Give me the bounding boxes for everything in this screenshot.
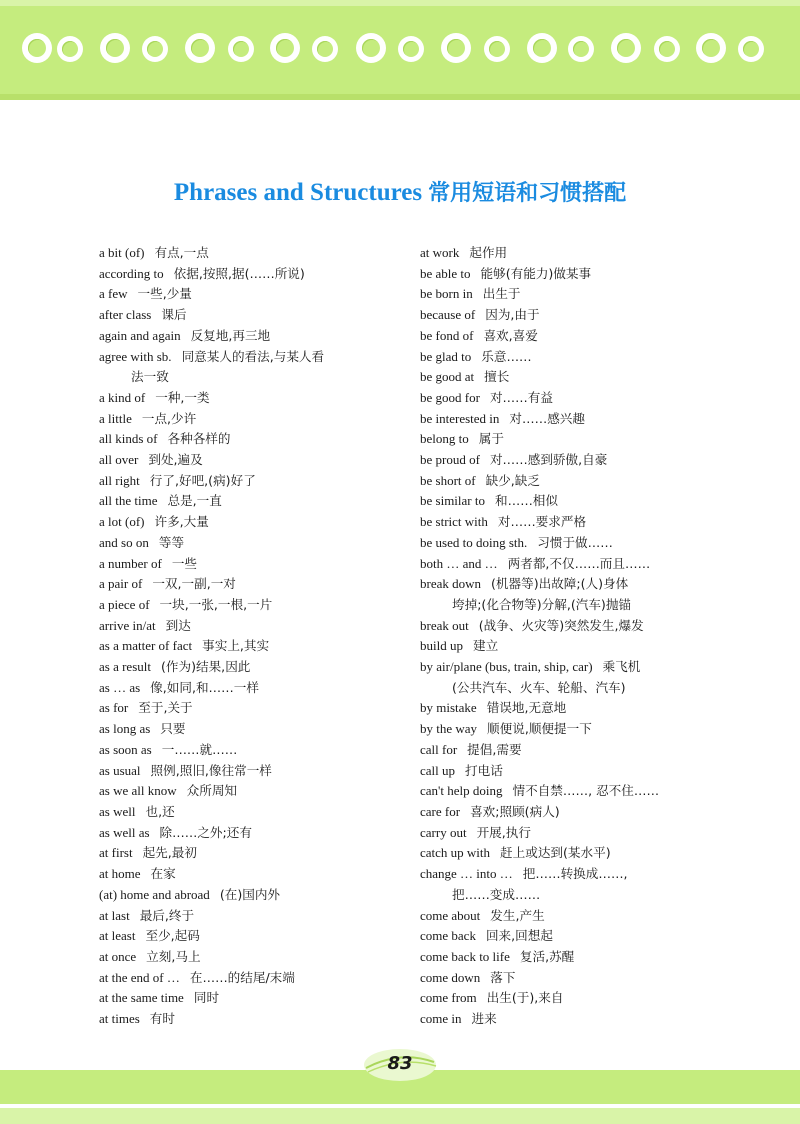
phrase-entry [99, 843, 399, 864]
ring-icon [356, 33, 386, 63]
phrase-text: as long as [99, 721, 151, 737]
header-stripe [0, 0, 800, 6]
phrase-text: be proud of [420, 452, 480, 468]
phrase-meaning: 一块,一张,一根,一片 [159, 596, 273, 612]
phrase-text: come back to life [420, 948, 510, 964]
phrase-meaning: 能够(有能力)做某事 [480, 265, 592, 281]
phrase-entry [99, 823, 399, 844]
phrase-entry [420, 823, 740, 844]
phrase-meaning: 总是,一直 [167, 493, 222, 509]
phrase-meaning: 缺少,缺乏 [485, 472, 540, 488]
phrase-entry [420, 533, 740, 554]
phrase-entry [420, 243, 740, 264]
phrase-meaning: 出生(于),来自 [486, 990, 564, 1006]
phrase-entry [420, 719, 740, 740]
phrase-meaning: 在……的结尾/末端 [189, 969, 295, 985]
phrase-entry [420, 843, 740, 864]
phrase-text: be similar to [420, 493, 485, 509]
phrase-entry [99, 388, 399, 409]
ring-icon [270, 33, 300, 63]
phrase-entry [420, 636, 740, 657]
phrase-meaning: 乘飞机 [602, 659, 641, 675]
phrase-text: as soon as [99, 741, 152, 757]
phrase-meaning: (在)国内外 [219, 886, 281, 902]
phrase-entry [99, 491, 399, 512]
phrase-entry [99, 719, 399, 740]
phrase-text: (at) home and abroad [99, 886, 210, 902]
phrase-entry [420, 574, 740, 595]
phrase-entry [99, 243, 399, 264]
phrase-meaning: 打电话 [465, 762, 503, 778]
phrase-meaning: 乐意…… [481, 348, 532, 364]
page-number: 83 [387, 1053, 413, 1074]
phrase-meaning: 落下 [490, 969, 516, 985]
phrase-entry [420, 264, 740, 285]
phrase-text: be good for [420, 389, 480, 405]
phrase-list-left [99, 243, 399, 1030]
phrase-entry [420, 968, 740, 989]
phrase-entry [420, 657, 740, 678]
phrase-meaning: 至于,关于 [138, 700, 193, 716]
phrase-entry [420, 305, 740, 326]
phrase-meaning: 开展,执行 [476, 824, 531, 840]
phrase-entry [420, 347, 740, 368]
phrase-meaning: 错误地,无意地 [486, 700, 567, 716]
phrase-entry [420, 367, 740, 388]
phrase-text: at once [99, 948, 137, 964]
phrase-meaning: 各种各样的 [167, 431, 231, 447]
phrase-entry [420, 906, 740, 927]
phrase-text: be fond of [420, 327, 474, 343]
phrase-text: call for [420, 741, 458, 757]
ring-icon [484, 36, 510, 62]
ring-icon [738, 36, 764, 62]
phrase-text: as for [99, 700, 129, 716]
phrase-text: as usual [99, 762, 141, 778]
phrase-meaning: 有点,一点 [154, 245, 209, 260]
phrase-meaning: 一……就…… [161, 741, 238, 757]
phrase-entry [99, 761, 399, 782]
phrase-text: at the same time [99, 990, 184, 1006]
phrase-entry [420, 740, 740, 761]
phrase-text: a kind of [99, 389, 146, 405]
phrase-meaning: (机器等)出故障;(人)身体 [491, 576, 629, 592]
footer-bar-light [0, 1108, 800, 1124]
phrase-meaning: 行了,好吧,(病)好了 [149, 472, 256, 488]
phrase-entry [420, 947, 740, 968]
phrase-text: be used to doing sth. [420, 534, 528, 550]
ring-icon [441, 33, 471, 63]
phrase-meaning: 除……之外;还有 [159, 824, 252, 840]
phrase-meaning: 复活,苏醒 [519, 948, 575, 964]
phrase-entry [420, 926, 740, 947]
phrase-meaning: 许多,大量 [154, 514, 209, 530]
phrase-meaning: 出生于 [482, 286, 521, 302]
phrase-meaning: 事实上,其实 [202, 638, 270, 654]
phrase-entry [99, 533, 399, 554]
phrase-entry [99, 512, 399, 533]
phrase-meaning: 立刻,马上 [146, 948, 201, 964]
phrase-text: a pair of [99, 576, 143, 592]
phrase-entry [99, 906, 399, 927]
phrase-text: again and again [99, 327, 181, 343]
phrase-meaning: 赶上或达到(某水平) [500, 845, 611, 861]
title-english: Phrases and Structures [173, 179, 423, 206]
phrase-text: belong to [420, 431, 469, 447]
phrase-entry [420, 429, 740, 450]
phrase-entry [420, 284, 740, 305]
phrase-entry [420, 781, 740, 802]
phrase-meaning: 对……有益 [489, 389, 553, 405]
phrase-entry [99, 554, 399, 575]
phrase-meaning: 至少,起码 [145, 928, 200, 944]
phrase-entry [420, 409, 740, 430]
phrase-text: be interested in [420, 410, 500, 426]
phrase-meaning: 情不自禁……, 忍不住…… [512, 783, 660, 799]
title-chinese: 常用短语和习惯搭配 [428, 181, 627, 206]
phrase-entry [420, 471, 740, 492]
phrase-text: according to [99, 265, 164, 281]
phrase-text: can't help doing [420, 783, 503, 799]
phrase-entry [99, 450, 399, 471]
phrase-text: and so on [99, 534, 149, 550]
phrase-meaning: 最后,终于 [139, 907, 195, 923]
phrase-text: catch up with [420, 845, 491, 861]
phrase-entry [420, 616, 740, 637]
phrase-text: a bit (of) [99, 245, 145, 260]
phrase-meaning: 回来,回想起 [485, 928, 553, 944]
phrase-entry [99, 305, 399, 326]
phrase-text: be strict with [420, 514, 488, 530]
phrase-entry [420, 988, 740, 1009]
phrase-meaning: 一双,一副,一对 [152, 576, 236, 592]
phrase-meaning: (战争、火灾等)突然发生,爆发 [478, 617, 644, 633]
phrase-meaning: 反复地,再三地 [190, 327, 271, 343]
phrase-meaning: 像,如同,和……一样 [150, 679, 259, 695]
phrase-meaning-continuation: 把……变成…… [452, 886, 541, 902]
phrase-meaning: 喜欢;照顾(病人) [470, 803, 560, 819]
phrase-meaning: 因为,由于 [485, 307, 540, 323]
phrase-meaning: 属于 [478, 431, 504, 447]
phrase-text: as a matter of fact [99, 638, 193, 654]
phrase-text: a little [99, 410, 132, 426]
ring-icon [228, 36, 254, 62]
phrase-entry [99, 657, 399, 678]
ring-icon [142, 36, 168, 62]
phrase-text: by the way [420, 721, 478, 737]
phrase-meaning-continuation: 法一致 [131, 369, 169, 385]
phrase-entry [420, 761, 740, 782]
phrase-text: at least [99, 928, 136, 944]
phrase-meaning: 依据,按照,据(……所说) [173, 265, 305, 281]
phrase-meaning: 只要 [160, 721, 186, 737]
ring-icon [568, 36, 594, 62]
phrase-text: come in [420, 1011, 462, 1027]
phrase-entry [420, 512, 740, 533]
phrase-text: as … as [99, 679, 141, 695]
phrase-meaning: 等等 [158, 534, 185, 550]
phrase-meaning: 习惯于做…… [537, 534, 613, 550]
decorative-rings [0, 36, 800, 76]
phrase-list-right [420, 243, 740, 1030]
phrase-entry [420, 388, 740, 409]
phrase-text: as we all know [99, 783, 177, 799]
phrase-text: be good at [420, 369, 475, 385]
phrase-entry [99, 326, 399, 347]
phrase-text: as a result [99, 659, 151, 675]
phrase-text: after class [99, 307, 152, 323]
phrase-text: be able to [420, 265, 471, 281]
phrase-meaning: 和……相似 [495, 493, 558, 509]
phrase-text: as well as [99, 824, 150, 840]
ring-icon [22, 33, 52, 63]
phrase-entry [99, 574, 399, 595]
phrase-entry [420, 864, 740, 885]
phrase-entry [99, 284, 399, 305]
ring-icon [654, 36, 680, 62]
phrase-meaning: 喜欢,喜爱 [483, 327, 538, 343]
phrase-entry [420, 1009, 740, 1030]
phrase-entry [99, 1009, 399, 1030]
phrase-text: care for [420, 803, 461, 819]
phrase-meaning: (作为)结果,因此 [160, 659, 251, 675]
phrase-meaning: 对……感到骄傲,自豪 [489, 452, 608, 468]
phrase-text: at work [420, 245, 460, 260]
phrase-meaning: 课后 [161, 307, 187, 323]
phrase-entry [99, 926, 399, 947]
phrase-text: come about [420, 907, 481, 923]
phrase-text: be born in [420, 286, 473, 302]
ring-icon [611, 33, 641, 63]
phrase-text: at times [99, 1011, 140, 1027]
phrase-meaning: 到处,遍及 [148, 452, 203, 468]
phrase-entry [420, 491, 740, 512]
phrase-meaning: 也,还 [145, 803, 175, 819]
phrase-text: all kinds of [99, 431, 158, 447]
phrase-text: a lot (of) [99, 514, 145, 530]
phrase-text: a few [99, 286, 128, 302]
phrase-meaning: 起先,最初 [142, 845, 197, 861]
ring-icon [100, 33, 130, 63]
phrase-text: a piece of [99, 596, 150, 612]
phrase-text: carry out [420, 824, 467, 840]
phrase-meaning: 把……转换成……, [522, 866, 628, 882]
phrase-entry [99, 616, 399, 637]
phrase-text: by mistake [420, 700, 477, 716]
phrase-entry [99, 947, 399, 968]
phrase-entry [420, 802, 740, 823]
phrase-text: break down [420, 576, 482, 592]
phrase-meaning: 众所周知 [186, 783, 237, 799]
ring-icon [312, 36, 338, 62]
phrase-meaning: 在家 [150, 866, 176, 882]
phrase-text: all over [99, 452, 139, 468]
phrase-entry [99, 740, 399, 761]
ring-icon [696, 33, 726, 63]
phrase-meaning: 对……感兴趣 [509, 410, 585, 426]
phrase-text: arrive in/at [99, 617, 156, 633]
phrase-entry [420, 326, 740, 347]
ring-icon [185, 33, 215, 63]
page-title [0, 176, 800, 207]
phrase-text: at home [99, 866, 141, 882]
phrase-text: be short of [420, 472, 476, 488]
ring-icon [398, 36, 424, 62]
phrase-entry [99, 678, 399, 699]
phrase-entry [99, 264, 399, 285]
phrase-meaning: 一点,少许 [141, 410, 197, 426]
phrase-meaning: 起作用 [469, 245, 508, 260]
phrase-meaning: 同时 [193, 990, 220, 1006]
phrase-meaning: 擅长 [484, 369, 510, 385]
phrase-meaning-continuation: (公共汽车、火车、轮船、汽车) [452, 679, 626, 695]
phrase-meaning: 一些 [171, 555, 197, 571]
phrase-text: both … and … [420, 555, 498, 571]
phrase-text: change … into … [420, 866, 513, 882]
phrase-meaning: 到达 [165, 617, 191, 633]
phrase-meaning-continuation: 垮掉;(化合物等)分解,(汽车)抛锚 [452, 596, 632, 612]
phrase-entry [99, 347, 399, 368]
phrase-entry [99, 698, 399, 719]
phrase-entry [99, 429, 399, 450]
phrase-entry [99, 864, 399, 885]
phrase-text: come back [420, 928, 476, 944]
phrase-meaning: 对……要求严格 [497, 514, 587, 530]
phrase-text: come from [420, 990, 477, 1006]
phrase-text: build up [420, 638, 463, 654]
phrase-text: at first [99, 845, 133, 861]
header-divider [0, 94, 800, 100]
phrase-entry [99, 471, 399, 492]
phrase-text: a number of [99, 555, 162, 571]
phrase-entry [99, 409, 399, 430]
phrase-text: be glad to [420, 348, 472, 364]
header-band [0, 0, 800, 100]
phrase-entry [99, 988, 399, 1009]
phrase-entry [420, 698, 740, 719]
phrase-text: because of [420, 307, 476, 323]
phrase-text: as well [99, 803, 136, 819]
phrase-meaning: 两者都,不仅……而且…… [507, 555, 651, 571]
phrase-entry [99, 636, 399, 657]
phrase-text: by air/plane (bus, train, ship, car) [420, 659, 593, 675]
phrase-text: break out [420, 617, 469, 633]
phrase-meaning: 发生,产生 [490, 907, 545, 923]
phrase-meaning: 一些,少量 [137, 286, 192, 302]
phrase-entry [420, 450, 740, 471]
phrase-text: all the time [99, 493, 158, 509]
phrase-meaning: 同意某人的看法,与某人看 [181, 348, 325, 364]
phrase-entry [420, 554, 740, 575]
phrase-meaning: 有时 [149, 1011, 175, 1027]
phrase-meaning: 顺便说,顺便提一下 [487, 721, 592, 737]
phrase-entry [99, 802, 399, 823]
phrase-text: agree with sb. [99, 348, 172, 364]
ring-icon [57, 36, 83, 62]
phrase-meaning: 进来 [471, 1011, 497, 1027]
phrase-text: at last [99, 907, 130, 923]
phrase-entry [99, 595, 399, 616]
phrase-entry [99, 885, 399, 906]
phrase-meaning: 照例,照旧,像往常一样 [150, 762, 272, 778]
phrase-meaning: 一种,一类 [155, 389, 210, 405]
phrase-text: call up [420, 762, 456, 778]
phrase-text: come down [420, 969, 481, 985]
phrase-entry [99, 781, 399, 802]
phrase-text: at the end of … [99, 969, 180, 985]
phrase-text: all right [99, 472, 140, 488]
phrase-meaning: 提倡,需要 [467, 741, 522, 757]
ring-icon [527, 33, 557, 63]
phrase-entry [99, 968, 399, 989]
phrase-meaning: 建立 [472, 638, 499, 654]
